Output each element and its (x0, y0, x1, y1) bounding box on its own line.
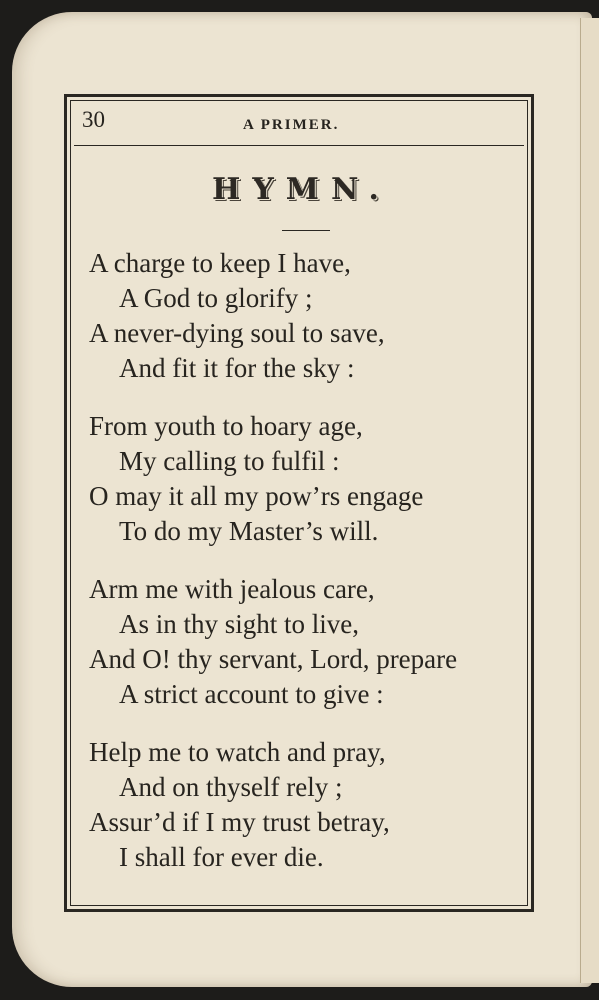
verse-line: As in thy sight to live, (119, 609, 360, 639)
verse-line: To do my Master’s will. (119, 516, 379, 546)
hymn-title: HYMN. (212, 172, 391, 207)
verse-line: O may it all my pow’rs engage (89, 481, 424, 511)
verse-line: I shall for ever die. (119, 842, 324, 872)
page-number: 30 (82, 107, 105, 132)
header-rule (74, 145, 524, 146)
title-rule (282, 230, 330, 231)
verse-line: From youth to hoary age, (89, 411, 363, 441)
verse-line: A charge to keep I have, (89, 248, 351, 278)
verse-line: A God to glorify ; (119, 283, 313, 313)
verse-line: A never-dying soul to save, (89, 318, 385, 348)
verse-line: Assur’d if I my trust betray, (89, 807, 390, 837)
verse-line: And fit it for the sky : (119, 353, 355, 383)
verse-line: Arm me with jealous care, (89, 574, 375, 604)
running-head: A PRIMER. (243, 117, 340, 133)
verse-line: Help me to watch and pray, (89, 737, 386, 767)
verse-line: And O! thy servant, Lord, prepare (89, 644, 458, 674)
verse-line: A strict account to give : (119, 679, 384, 709)
verse-line: And on thyself rely ; (119, 772, 343, 802)
verse-line: My calling to fulfil : (119, 446, 340, 476)
facing-page-edge (580, 18, 599, 983)
